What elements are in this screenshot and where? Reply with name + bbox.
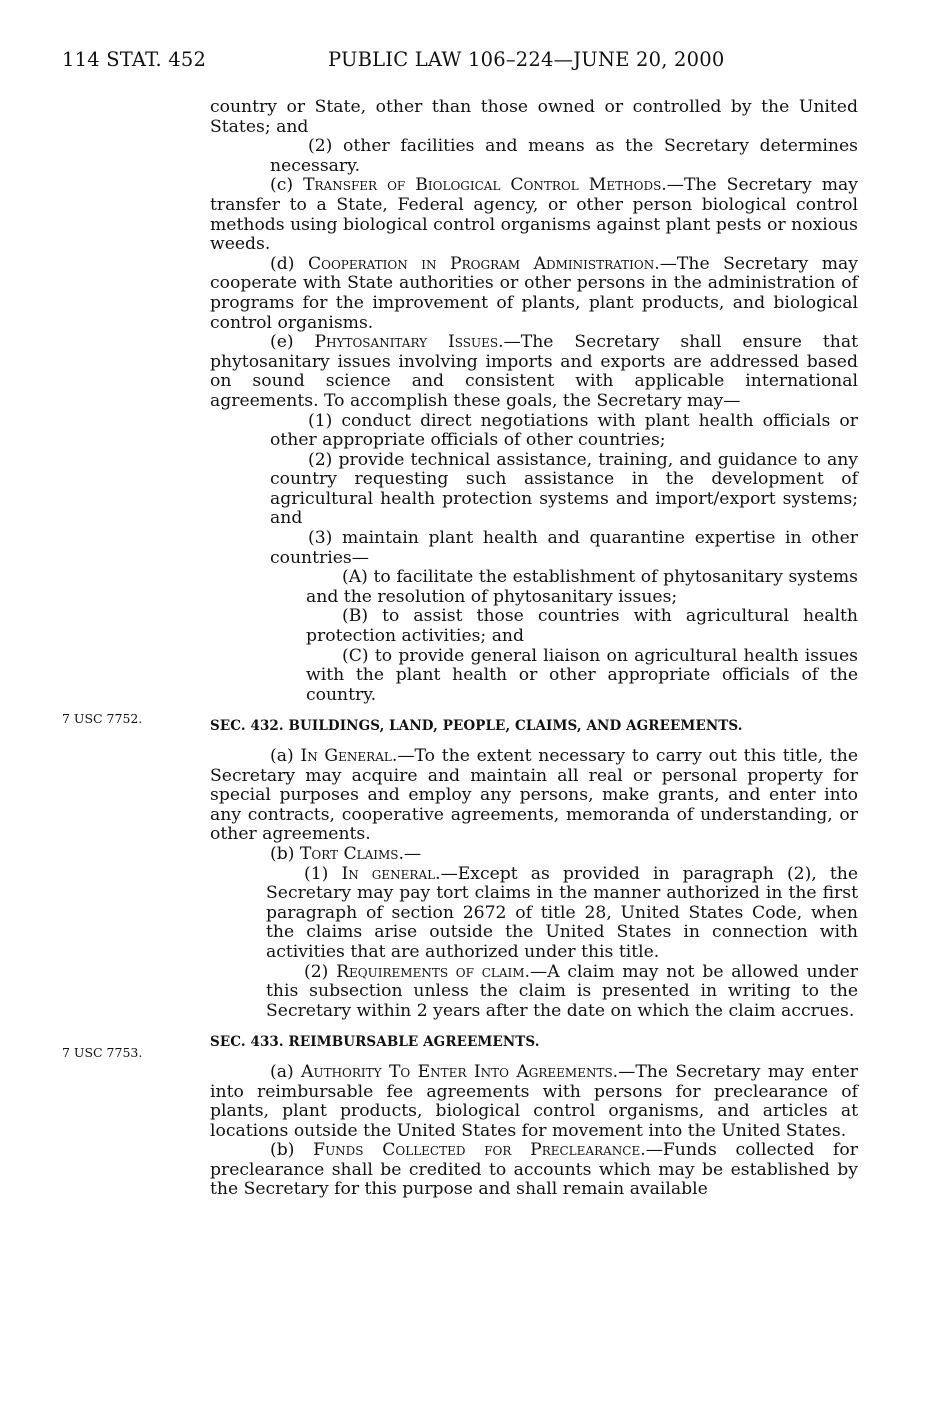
s432b-number: (b) — [270, 843, 300, 864]
subsection-e-text: —The Secretary shall ensure that phytosanitary issues involving imports and exports are addressed based on sound science and consistent with applicable international agreements. To accomplish these goals, the Secretary may— — [210, 332, 858, 411]
law-title: PUBLIC LAW 106–224—JUNE 20, 2000 — [328, 48, 725, 71]
s433b-heading: Funds Collected for Preclearance. — [313, 1140, 646, 1161]
s432b1-number: (1) — [304, 863, 342, 884]
margin-note-sec-433: 7 USC 7753. — [62, 1045, 143, 1060]
section-432-paragraph-b2 — [210, 963, 858, 1022]
subsection-c-number: (c) — [270, 175, 304, 196]
subsection-e-heading: Phytosanitary Issues. — [314, 332, 504, 353]
s432a-heading: In General. — [300, 746, 398, 766]
s433a-number: (a) — [270, 1061, 302, 1082]
s433a-text: —The Secretary may enter into reimbursable fee agreements with persons for preclearance of plants, plant products, biological control organisms, and articles at locations outside the United States for movement into the United States. — [210, 1061, 858, 1141]
s432a-number: (a) — [270, 746, 301, 766]
s433a-heading: Authority To Enter Into Agreements. — [301, 1061, 619, 1082]
subsection-d-text: —The Secretary may cooperate with State authorities or other persons in the administration of programs for the improvement of plants, plant products, and biological control organisms. — [210, 253, 858, 333]
margin-note-sec-432: 7 USC 7752. — [62, 711, 143, 726]
subsection-d-heading: Cooperation in Program Administration. — [307, 253, 660, 274]
s432b2-text: —A claim may not be allowed under this subsection unless the claim is presented in writing to the Secretary within 2 years after the date on which the claim accrues. — [266, 961, 858, 1021]
section-432-subsection-b — [210, 845, 858, 865]
s432b2-heading: Requirements of claim. — [336, 961, 531, 982]
section-432-paragraph-b1 — [210, 865, 858, 963]
section-433-heading: SEC. 433. REIMBURSABLE AGREEMENTS. — [210, 1034, 540, 1051]
subsection-e — [210, 333, 858, 411]
s432b1-heading: In general. — [341, 863, 441, 884]
paragraph-b2: (2) other facilities and means as the Secretary determines necessary. — [270, 136, 858, 176]
subparagraph-A: (A) to facilitate the establishment of phytosanitary systems and the resolution of phytosanitary issues; — [306, 567, 858, 607]
subsection-d — [210, 255, 858, 333]
paragraph-continuation: country or State, other than those owned or controlled by the United States; and — [210, 97, 858, 137]
subsection-c — [210, 176, 858, 254]
s432b-heading: Tort Claims. — [299, 843, 404, 864]
s432b2-number: (2) — [304, 961, 337, 982]
s433b-number: (b) — [270, 1140, 314, 1161]
paragraph-e2: (2) provide technical assistance, training, and guidance to any country requesting such assistance in the development of agricultural health protection systems and import/export systems; and — [270, 449, 858, 529]
paragraph-e3: (3) maintain plant health and quarantine expertise in other countries— — [270, 528, 858, 568]
section-433-subsection-a — [210, 1063, 858, 1141]
paragraph-e1: (1) conduct direct negotiations with plant health officials or other appropriate officials of other countries; — [270, 410, 858, 451]
subparagraph-C: (C) to provide general liaison on agricultural health issues with the plant health or other appropriate officials of the country. — [306, 645, 858, 705]
s432b1-text: —Except as provided in paragraph (2), the Secretary may pay tort claims in the manner authorized in the first paragraph of section 2672 of title 28, United States Code, when the claims arise outside the United States in connection with activities that are authorized under this title. — [266, 863, 858, 962]
document-body — [210, 98, 858, 1200]
s433b-text: —Funds collected for preclearance shall be credited to accounts which may be established by the Secretary for this purpose and shall remain available — [210, 1140, 858, 1200]
subparagraph-B: (B) to assist those countries with agricultural health protection activities; and — [306, 606, 858, 647]
subsection-d-number: (d) — [270, 253, 308, 274]
s432b-text: — — [403, 843, 422, 864]
s432a-text: —To the extent necessary to carry out this title, the Secretary may acquire and maintain all real or personal property for special purposes and employ any persons, make grants, and enter into any contracts, cooperative agreements, memoranda of understanding, or other agreements. — [210, 746, 859, 845]
subsection-e-number: (e) — [270, 332, 315, 353]
section-432-subsection-a — [210, 747, 858, 845]
section-433-subsection-b — [210, 1141, 858, 1200]
section-432-heading: SEC. 432. BUILDINGS, LAND, PEOPLE, CLAIMS, AND AGREEMENTS. — [210, 718, 743, 735]
subsection-c-heading: Transfer of Biological Control Methods. — [303, 175, 667, 196]
page-reference: 114 STAT. 452 — [62, 48, 207, 71]
subsection-c-text: —The Secretary may transfer to a State, Federal agency, or other person biological control methods using biological control organisms against plant pests or noxious weeds. — [210, 175, 858, 255]
